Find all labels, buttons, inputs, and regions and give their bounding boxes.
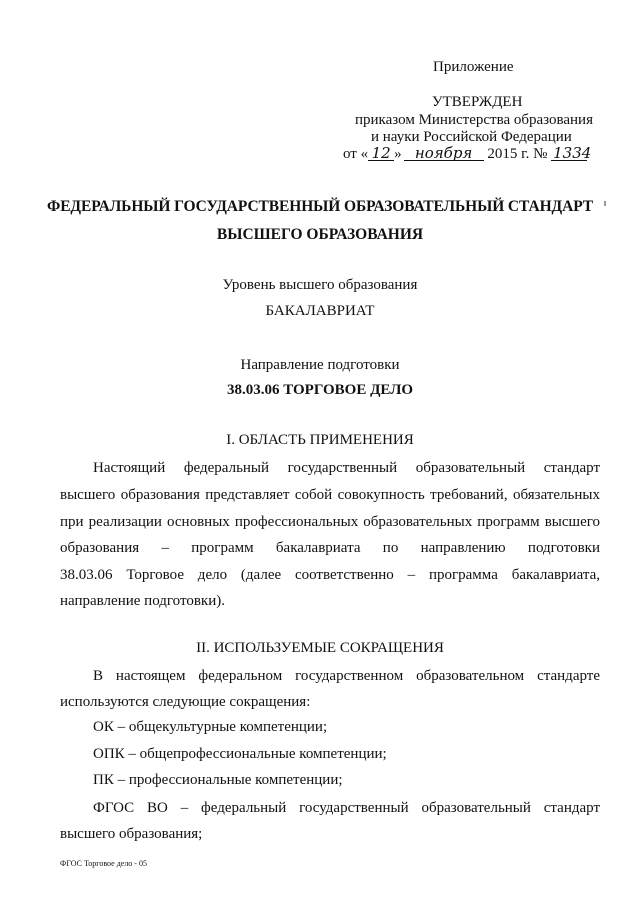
- approval-date-line: [343, 144, 592, 163]
- document-title-line1: ФЕДЕРАЛЬНЫЙ ГОСУДАРСТВЕННЫЙ ОБРАЗОВАТЕЛЬНЫЙ СТАНДАРТ: [46, 198, 593, 215]
- handwritten-month: ноября: [404, 146, 484, 161]
- abbreviation-item: ФГОС ВО – федеральный государственный образовательный стандарт: [93, 800, 600, 816]
- section1-heading: I. ОБЛАСТЬ ПРИМЕНЕНИЯ: [226, 432, 414, 448]
- section1-line: высшего образования представляет собой совокупность требований, обязательных: [60, 487, 600, 503]
- scan-edge-mark: [604, 201, 606, 206]
- direction-value: 38.03.06 ТОРГОВОЕ ДЕЛО: [226, 382, 414, 398]
- level-value: БАКАЛАВРИАТ: [265, 303, 375, 319]
- document-title-line2: ВЫСШЕГО ОБРАЗОВАНИЯ: [216, 226, 424, 243]
- abbreviation-item: ПК – профессиональные компетенции;: [93, 772, 343, 788]
- level-label: Уровень высшего образования: [222, 277, 418, 293]
- date-mid: »: [394, 146, 402, 162]
- section1-line: при реализации основных профессиональных образовательных программ высшего: [60, 514, 600, 530]
- abbreviation-item: ОПК – общепрофессиональные компетенции;: [93, 746, 387, 762]
- section1-line: образования – программ бакалавриата по направлению подготовки: [60, 540, 600, 556]
- abbreviation-item-continued: высшего образования;: [60, 826, 203, 842]
- approval-order-line: приказом Министерства образования: [355, 112, 593, 128]
- section1-line: 38.03.06 Торговое дело (далее соответственно – программа бакалавриата,: [60, 567, 600, 583]
- appendix-label: Приложение: [433, 59, 514, 75]
- handwritten-number: 1334: [553, 144, 592, 162]
- direction-label: Направление подготовки: [240, 357, 400, 373]
- approved-label: УТВЕРЖДЕН: [432, 94, 523, 110]
- date-prefix: от «: [343, 146, 369, 162]
- section1-line: Настоящий федеральный государственный образовательный стандарт: [93, 460, 600, 476]
- approval-ministry-line: и науки Российской Федерации: [371, 129, 572, 145]
- section2-intro-line: используются следующие сокращения:: [60, 694, 311, 710]
- section2-heading: II. ИСПОЛЬЗУЕМЫЕ СОКРАЩЕНИЯ: [196, 640, 444, 656]
- abbreviation-item: ОК – общекультурные компетенции;: [93, 719, 328, 735]
- section2-intro-line: В настоящем федеральном государственном образовательном стандарте: [93, 668, 600, 684]
- handwritten-day: 12: [368, 146, 394, 161]
- date-suffix: 2015 г. №: [487, 146, 548, 162]
- page-footer: ФГОС Торговое дело - 05: [60, 859, 147, 868]
- section1-line: направление подготовки).: [60, 593, 225, 609]
